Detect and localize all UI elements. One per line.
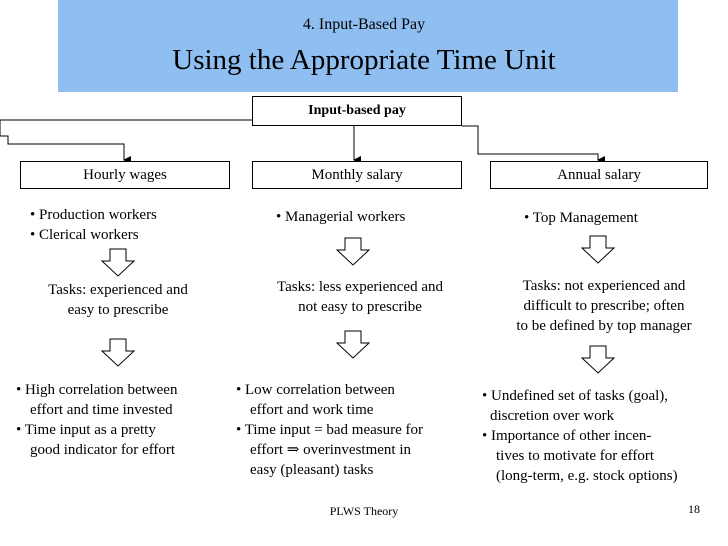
down-arrow-icon [102,249,134,276]
list-item: • Importance of other incen- [482,428,652,444]
outcomes-annual [482,386,678,486]
list-item: • Undefined set of tasks (goal), [482,388,669,404]
list-item: Tasks: experienced and [48,282,188,298]
list-item: • Managerial workers [276,209,406,225]
list-item: Tasks: not experienced and [522,278,686,294]
down-arrow-icon [102,339,134,366]
list-item: • Top Management [524,210,638,226]
tasks-hourly [20,280,216,320]
slide-subtitle: 4. Input-Based Pay [302,16,426,33]
connector-hourly [0,120,252,160]
down-arrow-icon [582,346,614,373]
list-item: tives to motivate for effort [496,448,655,464]
list-item: • Production workers [30,207,157,223]
list-item: (long-term, e.g. stock options) [496,468,678,484]
footer-text: PLWS Theory [329,504,399,518]
box-hourly-wages: Hourly wages [20,161,230,189]
box-monthly-salary: Monthly salary [252,161,462,189]
list-item: good indicator for effort [30,442,176,458]
tasks-monthly [250,277,470,317]
list-item: • Low correlation between [236,382,395,398]
down-arrow-icon [337,331,369,358]
list-item: easy (pleasant) tasks [250,462,374,478]
list-item: • Time input as a pretty [16,422,156,438]
list-item: to be defined by top manager [516,318,692,334]
list-item: not easy to prescribe [298,299,422,315]
list-item: effort ⇒ overinvestment in [250,442,412,458]
box-annual-salary: Annual salary [490,161,708,189]
list-item: effort and work time [250,402,374,418]
workers-annual [524,208,638,228]
page-number: 18 [688,502,700,516]
slide-title: Using the Appropriate Time Unit [172,44,556,76]
connector-annual [462,126,598,160]
workers-hourly [30,205,157,245]
list-item: discretion over work [490,408,615,424]
outcomes-monthly [236,380,423,480]
outcomes-hourly [16,380,177,460]
list-item: • Time input = bad measure for [236,422,424,438]
list-item: • Clerical workers [30,227,139,243]
root-box-input-based-pay: Input-based pay [252,96,462,126]
down-arrow-icon [582,236,614,263]
list-item: easy to prescribe [67,302,169,318]
list-item: effort and time invested [30,402,173,418]
list-item: difficult to prescribe; often [523,298,685,314]
down-arrow-icon [337,238,369,265]
list-item: Tasks: less experienced and [277,279,443,295]
list-item: • High correlation between [16,382,178,398]
tasks-annual [490,276,718,336]
workers-monthly [276,207,405,227]
